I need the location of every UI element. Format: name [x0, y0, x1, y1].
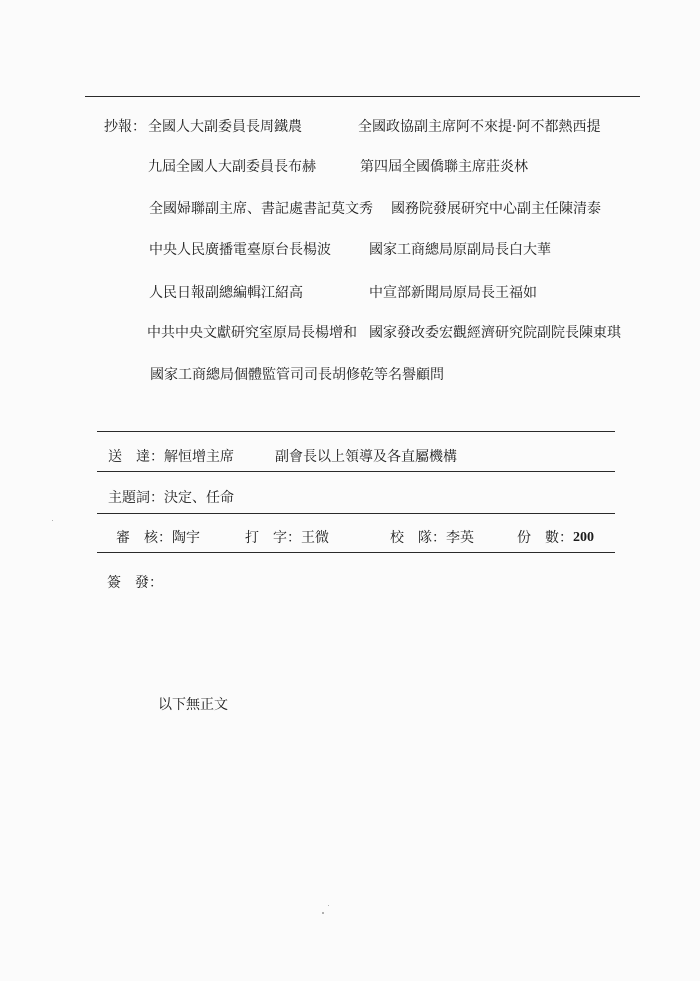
send-label: 送 達：	[108, 449, 164, 465]
send-value-chairman: 解恒增主席	[164, 449, 234, 465]
copies-label: 份 數：	[517, 530, 573, 546]
proof-value: 李英	[446, 530, 474, 546]
send-bottom-rule	[97, 471, 615, 472]
cc-row-5-left: 人民日報副總編輯江紹高	[149, 285, 303, 301]
typist-value: 王微	[301, 530, 329, 546]
cc-row-2-right: 第四屆全國僑聯主席莊炎林	[360, 159, 528, 175]
review-bottom-rule	[97, 552, 615, 553]
cc-row-7-left: 國家工商總局個體監管司司長胡修乾等名譽顧問	[150, 367, 444, 383]
copies-value: 200	[573, 530, 594, 545]
send-value-departments: 副會長以上領導及各直屬機構	[275, 449, 457, 465]
scan-speck	[52, 520, 53, 521]
typist-label: 打 字：	[245, 530, 301, 546]
cc-row-3-right: 國務院發展研究中心副主任陳清泰	[391, 201, 601, 217]
reviewer-label: 審 核：	[116, 530, 172, 546]
cc-row-1-right: 全國政協副主席阿不來提·阿不都熱西提	[358, 119, 601, 135]
cc-row-5-right: 中宣部新聞局原局長王福如	[369, 285, 537, 301]
cc-row-1-left: 全國人大副委員長周鐵農	[148, 119, 302, 135]
subject-bottom-rule	[97, 513, 615, 514]
cc-row-4-left: 中央人民廣播電臺原台長楊波	[149, 242, 331, 258]
cc-row-4-right: 國家工商總局原副局長白大華	[369, 242, 551, 258]
sign-label: 簽 發：	[107, 575, 163, 591]
reviewer-value: 陶宇	[172, 530, 200, 546]
top-rule	[85, 96, 640, 97]
cc-label: 抄報：	[104, 119, 146, 135]
cc-row-2-left: 九屆全國人大副委員長布赫	[148, 159, 316, 175]
cc-row-3-left: 全國婦聯副主席、書記處書記莫文秀	[149, 201, 373, 217]
cc-row-6-left: 中共中央文獻研究室原局長楊增和	[147, 325, 357, 341]
subject-label: 主題詞：	[108, 490, 164, 506]
end-note: 以下無正文	[158, 697, 228, 713]
subject-value: 決定、任命	[164, 490, 234, 506]
proof-label: 校 隊：	[390, 530, 446, 546]
scan-speck	[322, 912, 324, 914]
send-top-rule	[97, 431, 615, 432]
scan-speck	[328, 905, 329, 906]
cc-row-6-right: 國家發改委宏觀經濟研究院副院長陳東琪	[369, 325, 621, 341]
